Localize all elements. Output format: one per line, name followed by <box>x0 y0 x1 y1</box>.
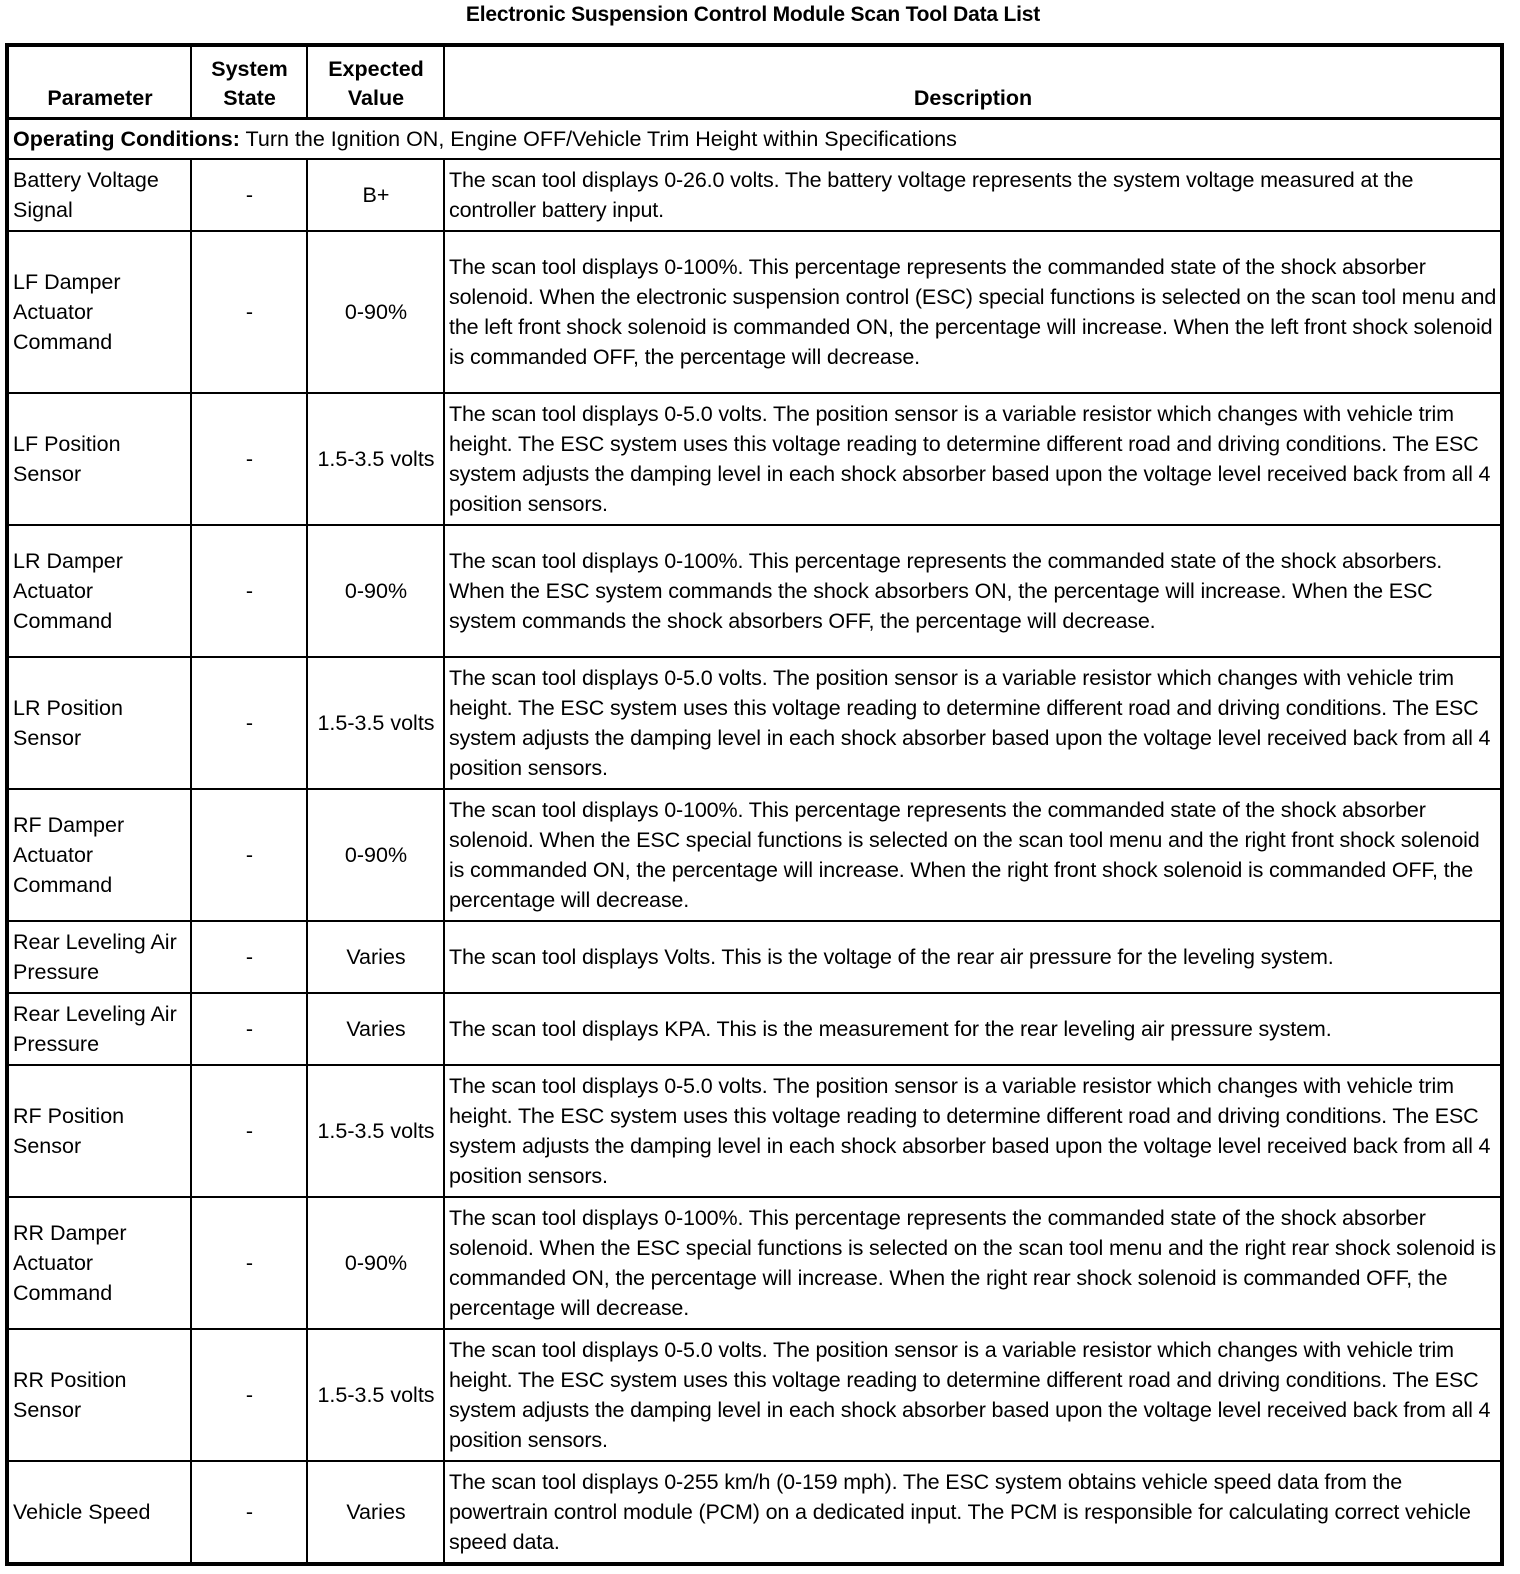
system-state-cell: - <box>191 921 307 993</box>
column-header-system-state: System State <box>191 45 307 119</box>
expected-value-cell: Varies <box>307 993 444 1065</box>
system-state-cell: - <box>191 525 307 657</box>
operating-conditions-cell <box>7 119 1502 160</box>
expected-value-cell: 1.5-3.5 volts <box>307 657 444 789</box>
expected-value-cell: B+ <box>307 159 444 231</box>
table-row <box>7 231 1502 393</box>
table-row <box>7 393 1502 525</box>
table-row <box>7 657 1502 789</box>
column-header-parameter: Parameter <box>7 45 191 119</box>
system-state-cell: - <box>191 1065 307 1197</box>
description-cell: The scan tool displays 0-5.0 volts. The position sensor is a variable resistor which changes with vehicle trim height. The ESC system uses this voltage reading to determine different road and driving conditions. The ESC system adjusts the damping level in each shock absorber based upon the voltage level received back from all 4 position sensors. <box>444 657 1502 789</box>
parameter-cell: RR Position Sensor <box>7 1329 191 1461</box>
operating-conditions-row <box>7 119 1502 160</box>
description-cell: The scan tool displays KPA. This is the measurement for the rear leveling air pressure system. <box>444 993 1502 1065</box>
description-cell: The scan tool displays 0-100%. This percentage represents the commanded state of the shock absorbers. When the ESC system commands the shock absorbers ON, the percentage will increase. When the ESC system commands the shock absorbers OFF, the percentage will decrease. <box>444 525 1502 657</box>
parameter-cell: LF Position Sensor <box>7 393 191 525</box>
table-row <box>7 1197 1502 1329</box>
expected-value-cell: 1.5-3.5 volts <box>307 1065 444 1197</box>
system-state-cell: - <box>191 1197 307 1329</box>
description-cell: The scan tool displays 0-5.0 volts. The position sensor is a variable resistor which changes with vehicle trim height. The ESC system uses this voltage reading to determine different road and driving conditions. The ESC system adjusts the damping level in each shock absorber based upon the voltage level received back from all 4 position sensors. <box>444 393 1502 525</box>
expected-value-cell: Varies <box>307 1461 444 1564</box>
operating-conditions-label: Operating Conditions: <box>13 127 240 151</box>
parameter-cell: RR Damper Actuator Command <box>7 1197 191 1329</box>
parameter-cell: RF Damper Actuator Command <box>7 789 191 921</box>
table-row <box>7 1329 1502 1461</box>
expected-value-cell: 0-90% <box>307 1197 444 1329</box>
expected-value-cell: 0-90% <box>307 231 444 393</box>
system-state-cell: - <box>191 159 307 231</box>
parameter-cell: RF Position Sensor <box>7 1065 191 1197</box>
system-state-cell: - <box>191 789 307 921</box>
description-cell: The scan tool displays 0-26.0 volts. The battery voltage represents the system voltage measured at the controller battery input. <box>444 159 1502 231</box>
description-cell: The scan tool displays 0-255 km/h (0-159 mph). The ESC system obtains vehicle speed data from the powertrain control module (PCM) on a dedicated input. The PCM is responsible for calculating correct vehicle speed data. <box>444 1461 1502 1564</box>
system-state-cell: - <box>191 993 307 1065</box>
scan-tool-data-table <box>5 43 1504 1566</box>
expected-value-cell: 0-90% <box>307 525 444 657</box>
parameter-cell: Rear Leveling Air Pressure <box>7 921 191 993</box>
parameter-cell: LF Damper Actuator Command <box>7 231 191 393</box>
description-cell: The scan tool displays 0-5.0 volts. The position sensor is a variable resistor which changes with vehicle trim height. The ESC system uses this voltage reading to determine different road and driving conditions. The ESC system adjusts the damping level in each shock absorber based upon the voltage level received back from all 4 position sensors. <box>444 1329 1502 1461</box>
table-row <box>7 525 1502 657</box>
expected-value-cell: 1.5-3.5 volts <box>307 1329 444 1461</box>
system-state-cell: - <box>191 657 307 789</box>
system-state-cell: - <box>191 231 307 393</box>
description-cell: The scan tool displays 0-100%. This percentage represents the commanded state of the shock absorber solenoid. When the ESC special functions is selected on the scan tool menu and the right rear shock solenoid is commanded ON, the percentage will increase. When the right rear shock solenoid is commanded OFF, the percentage will decrease. <box>444 1197 1502 1329</box>
column-header-expected-value: Expected Value <box>307 45 444 119</box>
document-title: Electronic Suspension Control Module Scan Tool Data List <box>465 3 1041 26</box>
system-state-cell: - <box>191 393 307 525</box>
table-row <box>7 789 1502 921</box>
table-row <box>7 159 1502 231</box>
description-cell: The scan tool displays Volts. This is the voltage of the rear air pressure for the leveling system. <box>444 921 1502 993</box>
expected-value-cell: 0-90% <box>307 789 444 921</box>
table-row <box>7 921 1502 993</box>
column-header-description: Description <box>444 45 1502 119</box>
table-row <box>7 1461 1502 1564</box>
description-cell: The scan tool displays 0-100%. This percentage represents the commanded state of the shock absorber solenoid. When the ESC special functions is selected on the scan tool menu and the right front shock solenoid is commanded ON, the percentage will increase. When the right front shock solenoid is commanded OFF, the percentage will decrease. <box>444 789 1502 921</box>
description-cell: The scan tool displays 0-5.0 volts. The position sensor is a variable resistor which changes with vehicle trim height. The ESC system uses this voltage reading to determine different road and driving conditions. The ESC system adjusts the damping level in each shock absorber based upon the voltage level received back from all 4 position sensors. <box>444 1065 1502 1197</box>
parameter-cell: LR Position Sensor <box>7 657 191 789</box>
expected-value-cell: Varies <box>307 921 444 993</box>
parameter-cell: Vehicle Speed <box>7 1461 191 1564</box>
table-header-row <box>7 45 1502 119</box>
parameter-cell: LR Damper Actuator Command <box>7 525 191 657</box>
table-row <box>7 993 1502 1065</box>
table-row <box>7 1065 1502 1197</box>
expected-value-cell: 1.5-3.5 volts <box>307 393 444 525</box>
system-state-cell: - <box>191 1461 307 1564</box>
operating-conditions-text: Turn the Ignition ON, Engine OFF/Vehicle Trim Height within Specifications <box>239 127 957 151</box>
system-state-cell: - <box>191 1329 307 1461</box>
parameter-cell: Rear Leveling Air Pressure <box>7 993 191 1065</box>
parameter-cell: Battery Voltage Signal <box>7 159 191 231</box>
description-cell: The scan tool displays 0-100%. This percentage represents the commanded state of the shock absorber solenoid. When the electronic suspension control (ESC) special functions is selected on the scan tool menu and the left front shock solenoid is commanded ON, the percentage will increase. When the left front shock solenoid is commanded OFF, the percentage will decrease. <box>444 231 1502 393</box>
